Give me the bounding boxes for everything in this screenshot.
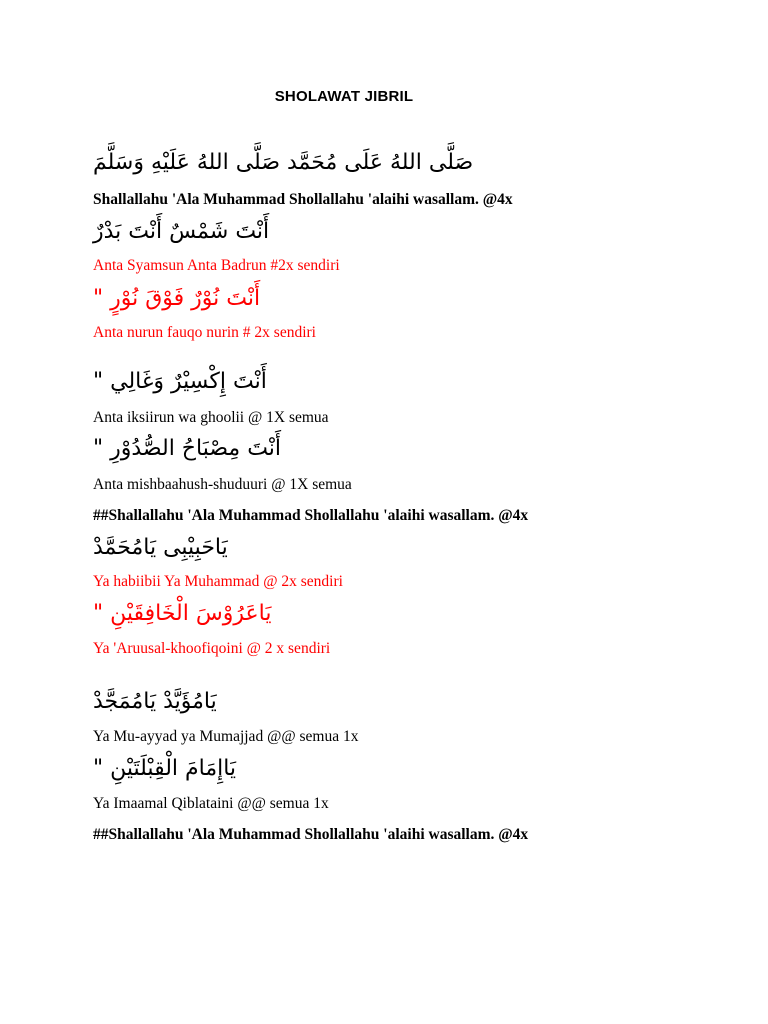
quote-prefix: " (93, 369, 111, 394)
arabic-text: أَنْتَ شَمْسٌ أَنْتَ بَدْرٌ (93, 219, 270, 244)
arabic-line-7 (93, 598, 271, 630)
latin-line-4: Anta iksiirun wa ghoolii @ 1X semua (93, 409, 329, 426)
quote-prefix: " (93, 436, 111, 461)
arabic-line-1 (93, 147, 473, 179)
latin-line-3: Anta nurun fauqo nurin # 2x sendiri (93, 324, 316, 341)
latin-line-8: Ya 'Aruusal-khoofiqoini @ 2 x sendiri (93, 640, 331, 657)
arabic-line-3 (93, 283, 260, 315)
quote-prefix: " (93, 286, 111, 311)
latin-line-11: ##Shallallahu 'Ala Muhammad Shollallahu 'alaihi wasallam. @4x (93, 826, 529, 843)
arabic-line-2 (93, 216, 269, 248)
latin-line-9: Ya Mu-ayyad ya Mumajjad @@ semua 1x (93, 728, 359, 745)
quote-prefix: " (93, 756, 111, 781)
latin-line-6: ##Shallallahu 'Ala Muhammad Shollallahu 'alaihi wasallam. @4x (93, 507, 529, 524)
latin-line-5: Anta mishbaahush-shuduuri @ 1X semua (93, 476, 352, 493)
arabic-text: يَامُؤَيَّدْ يَامُمَجَّدْ (93, 689, 217, 714)
latin-line-7: Ya habiibii Ya Muhammad @ 2x sendiri (93, 573, 343, 590)
arabic-line-6 (93, 532, 228, 564)
arabic-line-5 (93, 433, 281, 465)
arabic-text: أَنْتَ نُوْرٌ فَوْقَ نُوْرٍ (110, 286, 261, 311)
latin-line-1: Shallallahu 'Ala Muhammad Shollallahu 'alaihi wasallam. @4x (93, 191, 513, 208)
arabic-text: صَلَّى اللهُ عَلَى مُحَمَّد صَلَّى اللهُ عَلَيْهِ وَسَلَّمَ (93, 150, 474, 175)
arabic-line-9 (93, 753, 236, 785)
quote-prefix: " (93, 601, 111, 626)
latin-line-2: Anta Syamsun Anta Badrun #2x sendiri (93, 257, 340, 274)
arabic-line-4 (93, 366, 267, 398)
arabic-text: أَنْتَ إِكْسِيْرٌ وَغَالِي (110, 369, 267, 394)
arabic-text: يَاحَبِيْبِى يَامُحَمَّدْ (93, 535, 228, 560)
arabic-text: يَاعَرُوْسَ الْخَافِقَيْنِ (110, 601, 272, 626)
arabic-text: يَاإِمَامَ الْقِبْلَتَيْنِ (110, 756, 237, 781)
latin-line-10: Ya Imaamal Qiblataini @@ semua 1x (93, 795, 329, 812)
arabic-text: أَنْتَ مِصْبَاحُ الصُّدُوْرِ (110, 436, 282, 461)
arabic-line-8 (93, 686, 217, 718)
page-title: SHOLAWAT JIBRIL (274, 88, 414, 105)
